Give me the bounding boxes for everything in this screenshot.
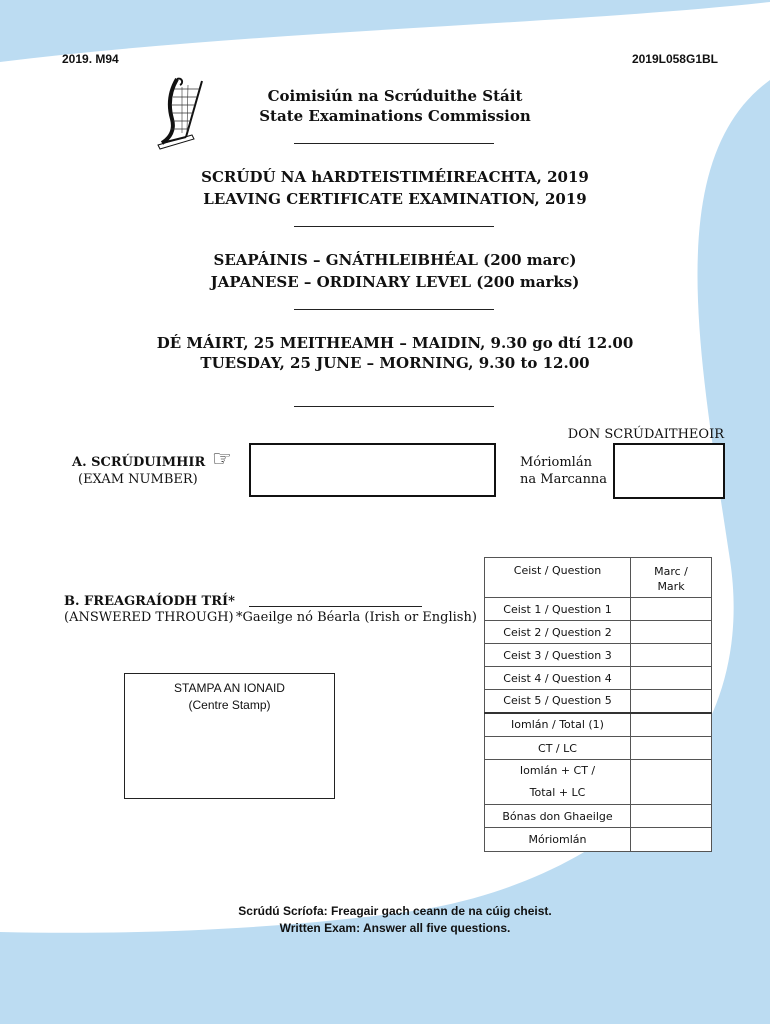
question-row-label: Ceist 4 / Question 4	[485, 667, 631, 690]
instructions-english: Written Exam: Answer all five questions.	[279, 921, 511, 935]
language-note: *Gaeilge nó Béarla (Irish or English)	[236, 610, 477, 625]
total-ct-cell[interactable]	[631, 760, 712, 805]
total-cell[interactable]	[631, 713, 712, 737]
mark-cell[interactable]	[631, 621, 712, 644]
grand-total-label: Móriomlán	[520, 455, 592, 470]
exam-title-english: LEAVING CERTIFICATE EXAMINATION, 2019	[203, 190, 587, 208]
mark-cell[interactable]	[631, 690, 712, 713]
divider	[294, 143, 494, 144]
grand-total-input[interactable]	[613, 443, 725, 499]
ct-row-label: CT / LC	[485, 737, 631, 760]
paper-code: 2019. M94	[62, 52, 119, 66]
exam-number-input[interactable]	[249, 443, 496, 497]
subject-irish: SEAPÁINIS – GNÁTHLEIBHÉAL (200 marc)	[213, 251, 577, 269]
exam-number-sublabel: (EXAM NUMBER)	[78, 472, 198, 487]
commission-name-irish: Coimisiún na Scrúduithe Stáit	[267, 87, 523, 105]
bonus-cell[interactable]	[631, 805, 712, 828]
divider	[294, 226, 494, 227]
mark-cell[interactable]	[631, 644, 712, 667]
commission-name-english: State Examinations Commission	[259, 107, 531, 125]
pointing-hand-icon: ☞	[212, 446, 232, 471]
exam-title-irish: SCRÚDÚ NA hARDTEISTIMÉIREACHTA, 2019	[201, 168, 589, 186]
grand-total-cell[interactable]	[631, 828, 712, 852]
paper-id: 2019L058G1BL	[631, 52, 718, 66]
grand-total-row-label: Móriomlán	[485, 828, 631, 852]
column-header-mark: Marc / Mark	[631, 558, 712, 598]
examiner-heading: DON SCRÚDAITHEOIR	[567, 427, 724, 442]
answered-through-line[interactable]	[249, 606, 422, 607]
instructions-irish: Scrúdú Scríofa: Freagair gach ceann de na cúig cheist.	[238, 904, 552, 918]
question-row-label: Ceist 3 / Question 3	[485, 644, 631, 667]
question-row-label: Ceist 5 / Question 5	[485, 690, 631, 713]
grand-total-sublabel: na Marcanna	[520, 472, 608, 487]
question-row-label: Ceist 2 / Question 2	[485, 621, 631, 644]
marks-table	[484, 557, 712, 852]
divider	[294, 309, 494, 310]
centre-stamp-sublabel: (Centre Stamp)	[188, 698, 271, 712]
centre-stamp-box	[124, 673, 335, 799]
subject-english: JAPANESE – ORDINARY LEVEL (200 marks)	[210, 273, 580, 291]
ct-cell[interactable]	[631, 737, 712, 760]
schedule-english: TUESDAY, 25 JUNE – MORNING, 9.30 to 12.00	[200, 354, 590, 372]
bonus-row-label: Bónas don Ghaeilge	[485, 805, 631, 828]
answered-through-label: B. FREAGRAÍODH TRÍ*	[64, 594, 235, 609]
exam-number-label: A. SCRÚDUIMHIR	[72, 455, 206, 470]
mark-cell[interactable]	[631, 598, 712, 621]
total-ct-row-label: Iomlán + CT / Total + LC	[485, 760, 631, 805]
schedule-irish: DÉ MÁIRT, 25 MEITHEAMH – MAIDIN, 9.30 go dtí 12.00	[156, 334, 634, 352]
centre-stamp-label: STAMPA AN IONAID	[174, 681, 285, 695]
total-row-label: Iomlán / Total (1)	[485, 713, 631, 737]
question-row-label: Ceist 1 / Question 1	[485, 598, 631, 621]
mark-cell[interactable]	[631, 667, 712, 690]
column-header-question: Ceist / Question	[485, 558, 631, 598]
divider	[294, 406, 494, 407]
answered-through-sublabel: (ANSWERED THROUGH)	[64, 610, 234, 625]
